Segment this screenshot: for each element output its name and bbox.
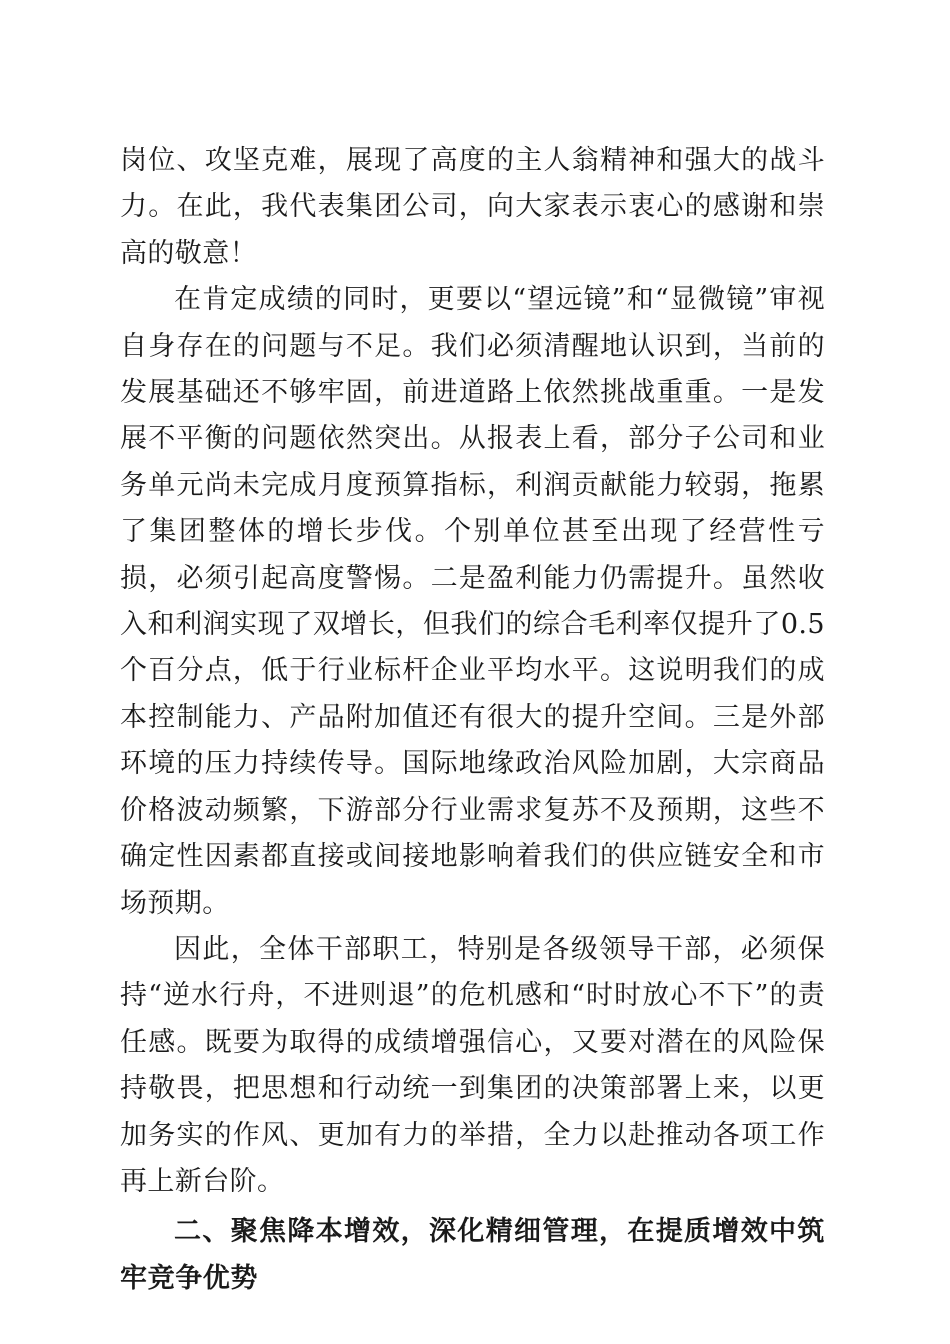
paragraph-problems: 在肯定成绩的同时，更要以“望远镜”和“显微镜”审视自身存在的问题与不足。我们必须清醒地认识到，当前的发展基础还不够牢固，前进道路上依然挑战重重。一是发展不平衡的问题依然突出。从报表上看，部分子公司和业务单元尚未完成月度预算指标，利润贡献能力较弱，拖累了集团整体的增长步伐。个别单位甚至出现了经营性亏损，必须引起高度警惕。二是盈利能力仍需提升。虽然收入和利润实现了双增长，但我们的综合毛利率仅提升了0.5个百分点，低于行业标杆企业平均水平。这说明我们的成本控制能力、产品附加值还有很大的提升空间。三是外部环境的压力持续传导。国际地缘政治风险加剧，大宗商品价格波动频繁，下游部分行业需求复苏不及预期，这些不确定性因素都直接或间接地影响着我们的供应链安全和市场预期。 xyxy=(120,284,825,919)
paragraph-responsibility: 因此，全体干部职工，特别是各级领导干部，必须保持“逆水行舟，不进则退”的危机感和“时时放心不下”的责任感。既要为取得的成绩增强信心，又要对潜在的风险保持敬畏，把思想和行动统一到集团的决策部署上来，以更加务实的作风、更加有力的举措，全力以赴推动各项工作再上新台阶。 xyxy=(120,933,825,1197)
section-heading: 二、聚焦降本增效，深化精细管理，在提质增效中筑牢竞争优势 xyxy=(120,1216,825,1294)
paragraph-continuation: 岗位、攻坚克难，展现了高度的主人翁精神和强大的战斗力。在此，我代表集团公司，向大家表示衷心的感谢和崇高的敬意！ xyxy=(120,145,825,269)
document-body xyxy=(120,138,825,1302)
